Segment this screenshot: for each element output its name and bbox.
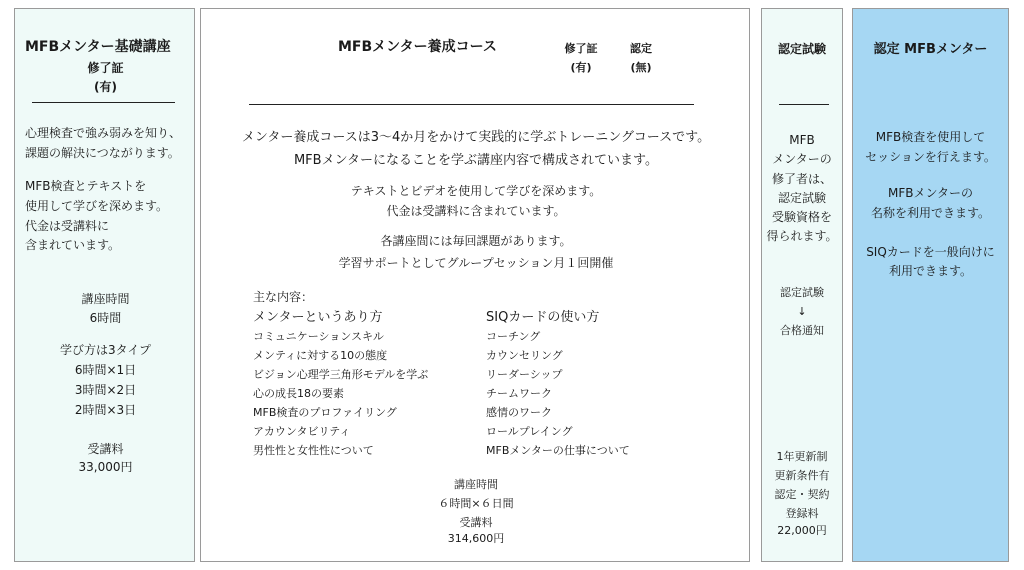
training-cert-value: (有) [570,61,592,74]
exam-desc-line: 得られます。 [766,229,838,243]
training-materials-line: 代金は受講料に含まれています。 [386,204,566,218]
basic-desc-line: 心理検査で強み弱みを知り、 [25,126,182,140]
exam-desc-line: MFB [789,133,815,147]
contents-item: カウンセリング [486,349,563,362]
contents-item: アカウンタビリティ [253,425,351,438]
mentor-benefit-line: 利用できます。 [888,264,973,278]
basic-fee-label: 受講料 [87,442,124,456]
training-intro-line: メンター養成コースは3〜4か月をかけて実践的に学ぶトレーニングコースです。 [241,130,711,145]
exam-reg-label: 登録料 [785,507,819,520]
exam-flow-step: 認定試験 [780,286,824,299]
mentor-benefit-line: MFB検査を使用して [875,130,986,144]
contents-item: MFB検査のプロファイリング [253,406,397,419]
training-accred-value: (無) [630,61,652,74]
basic-fee-value: 33,000円 [78,460,133,474]
basic-course-certificate: 修了証 [87,61,124,75]
contents-item: 男性性と女性性について [253,444,374,457]
mentor-benefit-line: 名称を利用できます。 [870,206,991,220]
exam-flow-step: 合格通知 [780,324,824,337]
exam-desc-line: メンターの [772,152,832,166]
contents-item: リーダーシップ [486,368,563,381]
down-arrow-icon: ↓ [797,305,807,318]
exam-desc-line: 修了者は、 [771,172,832,186]
training-support-line: 各講座間には毎回課題があります。 [380,234,572,248]
divider [249,104,694,105]
training-course-panel [200,8,750,562]
contents-item: メンティに対する10の態度 [253,349,388,362]
contents-item: 感情のワーク [486,406,552,419]
certified-mentor-panel [852,8,1009,562]
contents-left-list [253,331,428,464]
contents-item: チームワーク [486,387,552,400]
basic-desc-line: 含まれています。 [25,238,121,252]
basic-course-panel [14,8,195,562]
contents-right-heading: SIQカードの使い方 [486,310,600,325]
training-fee-value: 314,600円 [447,532,505,545]
training-course-title: MFBメンター養成コース [338,39,497,55]
training-accred-label: 認定 [630,42,652,55]
contents-item: コーチング [486,330,541,343]
training-hours-label: 講座時間 [454,478,498,491]
training-support-line: 学習サポートとしてグループセッション月１回開催 [338,256,614,270]
basic-hours-label: 講座時間 [81,292,130,306]
contents-item: ビジョン心理学三角形モデルを学ぶ [253,368,429,381]
divider [32,102,175,103]
certified-mentor-title: 認定 MFBメンター [873,42,988,57]
contents-item: コミュニケーションスキル [253,330,384,343]
basic-type-item: 2時間×3日 [74,403,137,417]
training-cert-label: 修了証 [564,42,598,55]
mentor-benefit-line: SIQカードを一般向けに [866,245,995,259]
exam-desc-line: 認定試験 [777,191,826,205]
basic-course-certificate-status: (有) [94,80,117,94]
training-materials-line: テキストとビデオを使用して学びを深めます。 [350,184,602,198]
basic-desc-line: 代金は受講料に [25,219,110,233]
contents-item: MFBメンターの仕事について [486,444,630,457]
basic-hours-value: 6時間 [89,311,122,325]
basic-desc-line: MFB検査とテキストを [25,179,147,193]
contents-label: 主な内容： [253,290,314,304]
contents-item: 心の成長18の要素 [253,387,344,400]
basic-desc-line: 使用して学びを深めます。 [25,199,169,213]
contents-right-list [486,331,630,464]
exam-desc-line: 受験資格を [771,210,832,224]
training-fee-label: 受講料 [459,516,493,529]
exam-renew-line: 1年更新制 [776,450,828,463]
mentor-benefit-line: セッションを行えます。 [865,150,996,164]
contents-item: ロールプレイング [486,425,573,438]
exam-renew-line: 更新条件有 [774,469,830,482]
exam-renew-line: 認定・契約 [774,488,830,501]
training-intro-line: MFBメンターになることを学ぶ講座内容で構成されています。 [293,153,659,168]
contents-left-heading: メンターというあり方 [253,310,383,325]
basic-type-item: 6時間×1日 [74,363,137,377]
exam-reg-value: 22,000円 [777,524,827,537]
certification-exam-panel [761,8,843,562]
basic-course-title: MFBメンター基礎講座 [25,39,171,55]
basic-types-label: 学び方は3タイプ [59,343,152,357]
exam-title: 認定試験 [777,42,826,56]
basic-desc-line: 課題の解決につながります。 [25,146,180,160]
basic-type-item: 3時間×2日 [74,383,137,397]
mentor-benefit-line: MFBメンターの [887,186,973,200]
divider [779,104,829,105]
training-hours-value: ６時間×６日間 [438,497,514,510]
